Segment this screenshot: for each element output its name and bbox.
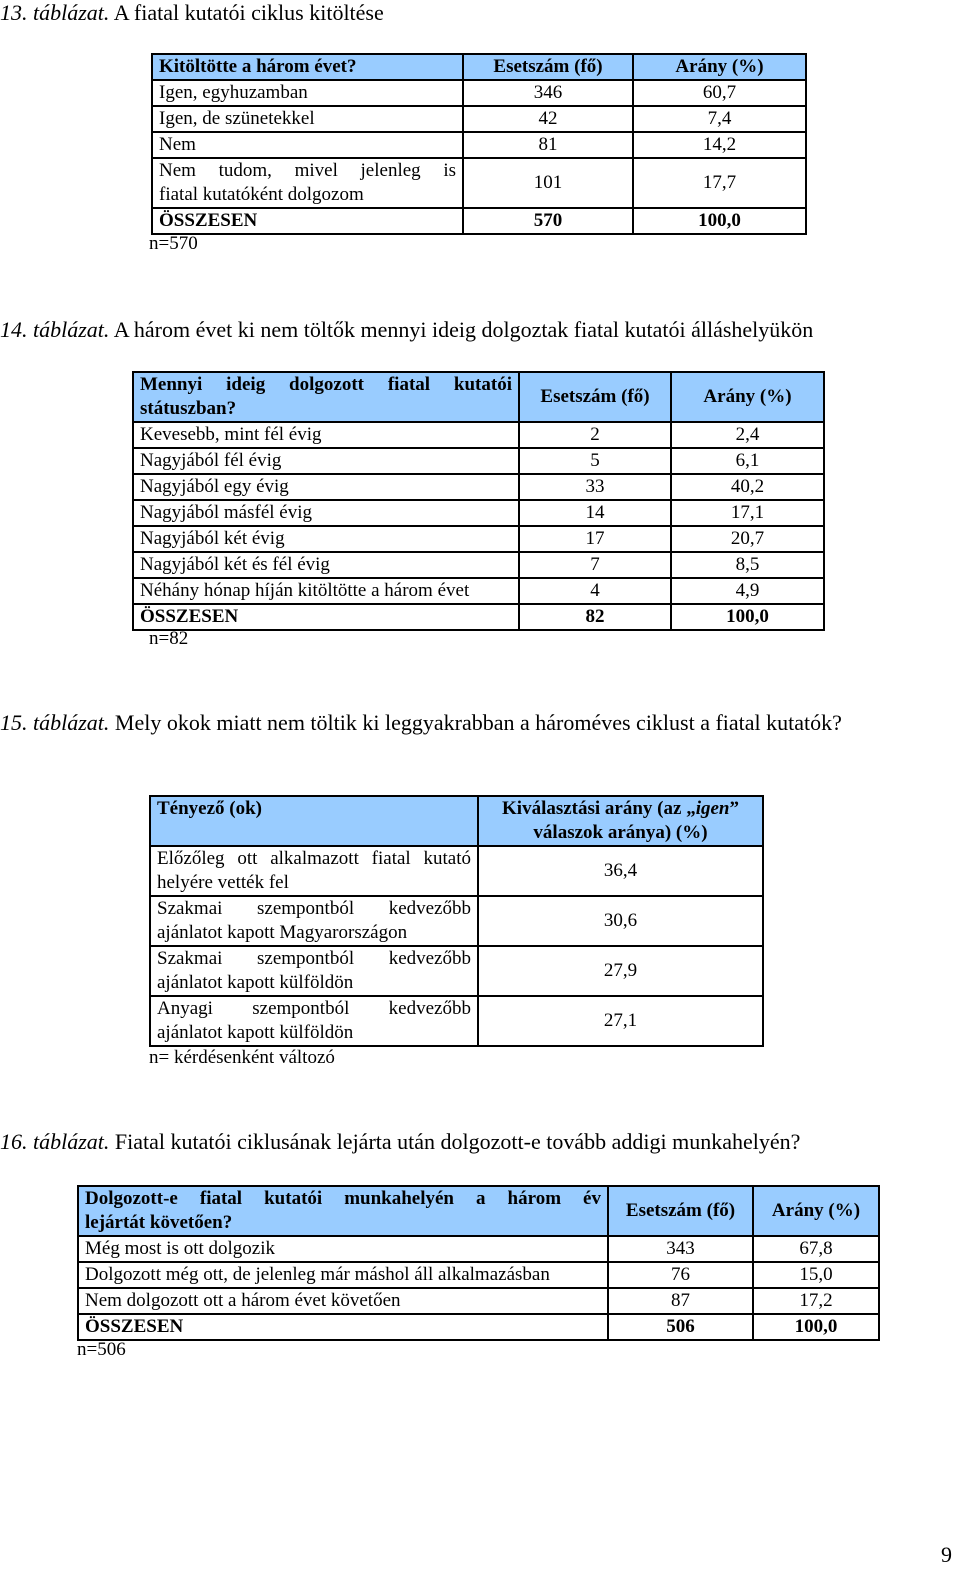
row-count: 17: [519, 526, 671, 552]
table-row: [133, 552, 824, 578]
header-text-quote: ”: [729, 798, 739, 819]
row-count: 87: [608, 1288, 753, 1314]
header-text-part: Kiválasztási arány (az „: [502, 798, 696, 819]
table-row: [133, 474, 824, 500]
header-question-line-2: lejártát követően?: [85, 1212, 233, 1233]
row-label: Néhány hónap híján kitöltötte a három évet: [133, 578, 519, 604]
row-label: [150, 896, 478, 946]
header-selection-ratio-line-2: válaszok aránya) (%): [533, 822, 708, 843]
row-label: Nagyjából másfél évig: [133, 500, 519, 526]
row-ratio: 6,1: [671, 448, 824, 474]
row-ratio: 67,8: [753, 1236, 879, 1262]
header-ratio: Arány (%): [753, 1186, 879, 1236]
table-13-note: n=570: [149, 233, 198, 254]
header-question-line-1: Mennyi ideig dolgozott fiatal kutatói: [140, 374, 512, 395]
table-row: [150, 846, 763, 896]
table-row: [78, 1262, 879, 1288]
table-row: [150, 896, 763, 946]
table-row: [152, 132, 806, 158]
row-count: 4: [519, 578, 671, 604]
total-label: ÖSSZESEN: [78, 1314, 608, 1340]
header-count: Esetszám (fő): [519, 372, 671, 422]
table-13-caption-text: A fiatal kutatói ciklus kitöltése: [113, 0, 384, 25]
row-count: 76: [608, 1262, 753, 1288]
row-ratio: 20,7: [671, 526, 824, 552]
row-label: [152, 158, 463, 208]
row-label-line-2: ajánlatot kapott külföldön: [157, 972, 354, 993]
row-count: 346: [463, 80, 633, 106]
total-count: 570: [463, 208, 633, 234]
header-count: Esetszám (fő): [463, 54, 633, 80]
row-ratio: 27,1: [478, 996, 763, 1046]
row-label-line-1: Szakmai szempontból kedvezőbb: [157, 948, 471, 969]
table-16-caption-number: 16. táblázat.: [0, 1129, 110, 1154]
row-ratio: 8,5: [671, 552, 824, 578]
table-15: [149, 795, 764, 1047]
table-15-caption-number: 15. táblázat.: [0, 710, 110, 735]
row-count: 81: [463, 132, 633, 158]
header-ratio: Arány (%): [671, 372, 824, 422]
row-ratio: 36,4: [478, 846, 763, 896]
total-ratio: 100,0: [671, 604, 824, 630]
row-ratio: 4,9: [671, 578, 824, 604]
row-ratio: 17,7: [633, 158, 806, 208]
total-label: ÖSSZESEN: [152, 208, 463, 234]
row-label-line-1: Nem tudom, mivel jelenleg is: [159, 160, 456, 181]
table-row: [133, 526, 824, 552]
total-row: [133, 604, 824, 630]
row-label: Dolgozott még ott, de jelenleg már máshol áll alkalmazásban: [78, 1262, 608, 1288]
row-ratio: 7,4: [633, 106, 806, 132]
total-count: 82: [519, 604, 671, 630]
row-count: 42: [463, 106, 633, 132]
row-count: 7: [519, 552, 671, 578]
table-row: [133, 422, 824, 448]
header-question-line-2: státuszban?: [140, 398, 237, 419]
table-row: [152, 80, 806, 106]
header-selection-ratio-line-1: [485, 797, 756, 821]
total-ratio: 100,0: [753, 1314, 879, 1340]
row-label-line-2: ajánlatot kapott Magyarországon: [157, 922, 408, 943]
row-count: 2: [519, 422, 671, 448]
table-row: [150, 996, 763, 1046]
row-label: Nagyjából két és fél évig: [133, 552, 519, 578]
table-14-caption: [0, 315, 950, 345]
total-label: ÖSSZESEN: [133, 604, 519, 630]
row-count: 33: [519, 474, 671, 500]
header-selection-ratio: [478, 796, 763, 846]
row-ratio: 2,4: [671, 422, 824, 448]
row-count: 5: [519, 448, 671, 474]
row-label: Még most is ott dolgozik: [78, 1236, 608, 1262]
row-label-line-2: fiatal kutatóként dolgozom: [159, 184, 364, 205]
row-label: [150, 946, 478, 996]
row-label-line-2: ajánlatot kapott külföldön: [157, 1022, 354, 1043]
header-question-line-1: Dolgozott-e fiatal kutatói munkahelyén a három év: [85, 1188, 601, 1209]
row-count: 14: [519, 500, 671, 526]
table-row: [133, 500, 824, 526]
table-16-note: n=506: [77, 1339, 126, 1360]
row-label: Nagyjából fél évig: [133, 448, 519, 474]
table-14-note: n=82: [149, 628, 189, 649]
table-15-caption: [0, 708, 950, 738]
row-label: Nagyjából két évig: [133, 526, 519, 552]
row-label: Nem: [152, 132, 463, 158]
header-question: [78, 1186, 608, 1236]
total-row: [152, 208, 806, 234]
header-count: Esetszám (fő): [608, 1186, 753, 1236]
row-label: [150, 996, 478, 1046]
table-16: [77, 1185, 880, 1341]
row-ratio: 17,1: [671, 500, 824, 526]
table-14-caption-number: 14. táblázat.: [0, 317, 110, 342]
table-row: [133, 578, 824, 604]
header-text-italic: igen: [695, 798, 730, 819]
table-16-caption-text: Fiatal kutatói ciklusának lejárta után dolgozott-e tovább addigi munkahelyén?: [114, 1129, 801, 1154]
table-14: [132, 371, 825, 631]
row-label: Nagyjából egy évig: [133, 474, 519, 500]
table-row: [78, 1236, 879, 1262]
table-13-caption-number: 13. táblázat.: [0, 0, 110, 25]
table-15-caption-text: Mely okok miatt nem töltik ki leggyakrabban a hároméves ciklust a fiatal kutatók?: [114, 710, 842, 735]
total-count: 506: [608, 1314, 753, 1340]
row-ratio: 14,2: [633, 132, 806, 158]
row-label-line-2: helyére vették fel: [157, 872, 289, 893]
row-ratio: 15,0: [753, 1262, 879, 1288]
table-13: [151, 53, 807, 235]
row-label: Igen, de szünetekkel: [152, 106, 463, 132]
table-row: [133, 448, 824, 474]
header-question: Kitöltötte a három évet?: [152, 54, 463, 80]
table-row: [150, 946, 763, 996]
table-row: [152, 106, 806, 132]
total-ratio: 100,0: [633, 208, 806, 234]
row-label-line-1: Szakmai szempontból kedvezőbb: [157, 898, 471, 919]
table-15-note: n= kérdésenként változó: [149, 1047, 335, 1068]
table-row: [152, 158, 806, 208]
header-ratio: Arány (%): [633, 54, 806, 80]
row-count: 101: [463, 158, 633, 208]
header-factor: Tényező (ok): [150, 796, 478, 846]
table-14-caption-text: A három évet ki nem töltők mennyi ideig dolgoztak fiatal kutatói álláshelyükön: [113, 317, 814, 342]
row-ratio: 27,9: [478, 946, 763, 996]
row-count: 343: [608, 1236, 753, 1262]
row-ratio: 30,6: [478, 896, 763, 946]
row-ratio: 40,2: [671, 474, 824, 500]
header-question: [133, 372, 519, 422]
table-16-caption: [0, 1127, 950, 1157]
row-label: [150, 846, 478, 896]
row-ratio: 17,2: [753, 1288, 879, 1314]
row-label-line-1: Anyagi szempontból kedvezőbb: [157, 998, 471, 1019]
page-number: 9: [941, 1542, 952, 1567]
row-label: Igen, egyhuzamban: [152, 80, 463, 106]
table-row: [78, 1288, 879, 1314]
table-13-caption: [0, 0, 950, 28]
row-ratio: 60,7: [633, 80, 806, 106]
total-row: [78, 1314, 879, 1340]
row-label: Nem dolgozott ott a három évet követően: [78, 1288, 608, 1314]
row-label: Kevesebb, mint fél évig: [133, 422, 519, 448]
row-label-line-1: Előzőleg ott alkalmazott fiatal kutató: [157, 848, 471, 869]
